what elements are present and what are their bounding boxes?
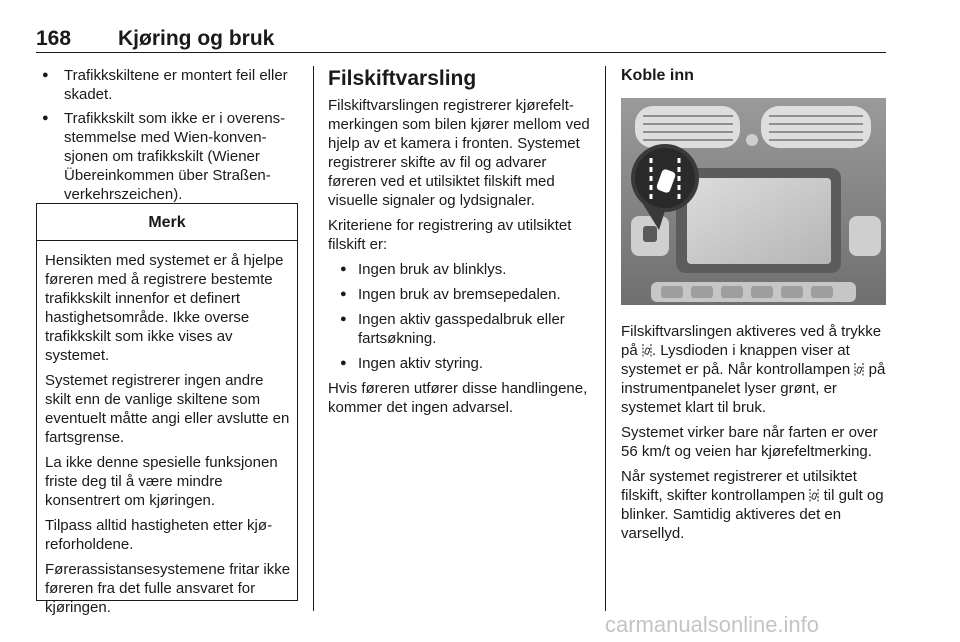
page-header xyxy=(36,24,886,53)
paragraph: Filskiftvarslingen registrerer kjørefeltmerkingen som bilen kjører mellom ved hjelp av et kamera i fronten. Systemet registrerer skifte av fil og advarer føreren ved et utilsiktet filskift med visuelle signaler og lydsignaler. xyxy=(328,97,590,209)
dashboard-photo xyxy=(621,98,886,305)
note-paragraph: Hensikten med systemet er å hjelpe føreren med å registrere bestemte trafikkskilt innenfor et definert hastighetsområde. Ikke overse trafikkskilt som ikke vises av systemet. xyxy=(45,252,284,364)
text-run: på instrumentpanelet lyser grønt, er systemet klart til bruk. xyxy=(621,361,886,416)
lane-departure-icon xyxy=(642,344,652,357)
note-body xyxy=(37,241,297,617)
paragraph: Kriteriene for registrering av utilsiktet filskift er: xyxy=(328,217,572,253)
page-number: 168 xyxy=(36,27,72,50)
list-item: ● Ingen bruk av bremsepedalen. xyxy=(328,285,594,304)
bullet-list xyxy=(36,66,298,204)
list-item: ● Ingen aktiv styring. xyxy=(328,354,594,373)
note-paragraph: La ikke denne spesielle funksjonen friste deg til å være mindre konsentrert om kjøringen. xyxy=(45,454,278,509)
column-middle xyxy=(328,66,594,423)
text-run: Når systemet registrerer et utilsiktet filskift, skifter kontrollampen xyxy=(621,468,857,504)
list-item: ● Ingen aktiv gasspedalbruk eller fartsøkning. xyxy=(328,310,594,348)
text-run: Filskiftvarslingen aktiveres ved å trykke på xyxy=(621,323,882,359)
list-item: ● Trafikkskilt som ikke er i overensstemmelse med Wien-konvensjonen om trafikkskilt (Wiener Übereinkommen über Straßenverkehrszeichen). xyxy=(36,109,298,204)
chapter-title: Kjøring og bruk xyxy=(118,27,275,50)
column-right xyxy=(621,66,887,86)
column-divider xyxy=(605,66,606,611)
note-title: Merk xyxy=(37,204,297,241)
paragraph xyxy=(621,467,887,543)
note-paragraph: Førerassistansesystemene fritar ikke føreren fra det fulle ansvaret for kjøringen. xyxy=(45,561,291,616)
section-heading: Filskiftvarsling xyxy=(328,67,477,90)
bullet-list xyxy=(328,260,594,373)
text-run: . Lysdioden i knappen viser at systemet er på. Når kontrollampen xyxy=(621,342,855,378)
paragraph: Hvis føreren utfører disse handlingene, kommer det ingen advarsel. xyxy=(328,380,588,416)
column-divider xyxy=(313,66,314,611)
lane-departure-icon xyxy=(854,363,864,376)
dashboard-illustration xyxy=(621,98,886,305)
list-item: ● Trafikkskiltene er montert feil eller skadet. xyxy=(36,66,298,104)
lane-departure-icon xyxy=(809,489,819,502)
paragraph xyxy=(621,322,887,417)
note-paragraph: Tilpass alltid hastigheten etter kjøreforholdene. xyxy=(45,517,273,553)
watermark[interactable]: carmanualsonline.info xyxy=(605,612,820,637)
paragraph: Systemet virker bare når farten er over 56 km/t og veien har kjørefeltmerking. xyxy=(621,424,878,460)
subsection-heading: Koble inn xyxy=(621,67,694,84)
text-run: til gult og blinker. Samtidig aktiveres det en varsellyd. xyxy=(621,487,884,542)
column-left xyxy=(36,66,298,209)
note-paragraph: Systemet registrerer ingen andre skilt enn de vanlige skiltene som eventuelt måtte angi eller avslutte en fartsgrense. xyxy=(45,372,290,446)
list-item: ● Ingen bruk av blinklys. xyxy=(328,260,594,279)
column-right-text xyxy=(621,322,887,549)
note-box xyxy=(36,203,298,616)
